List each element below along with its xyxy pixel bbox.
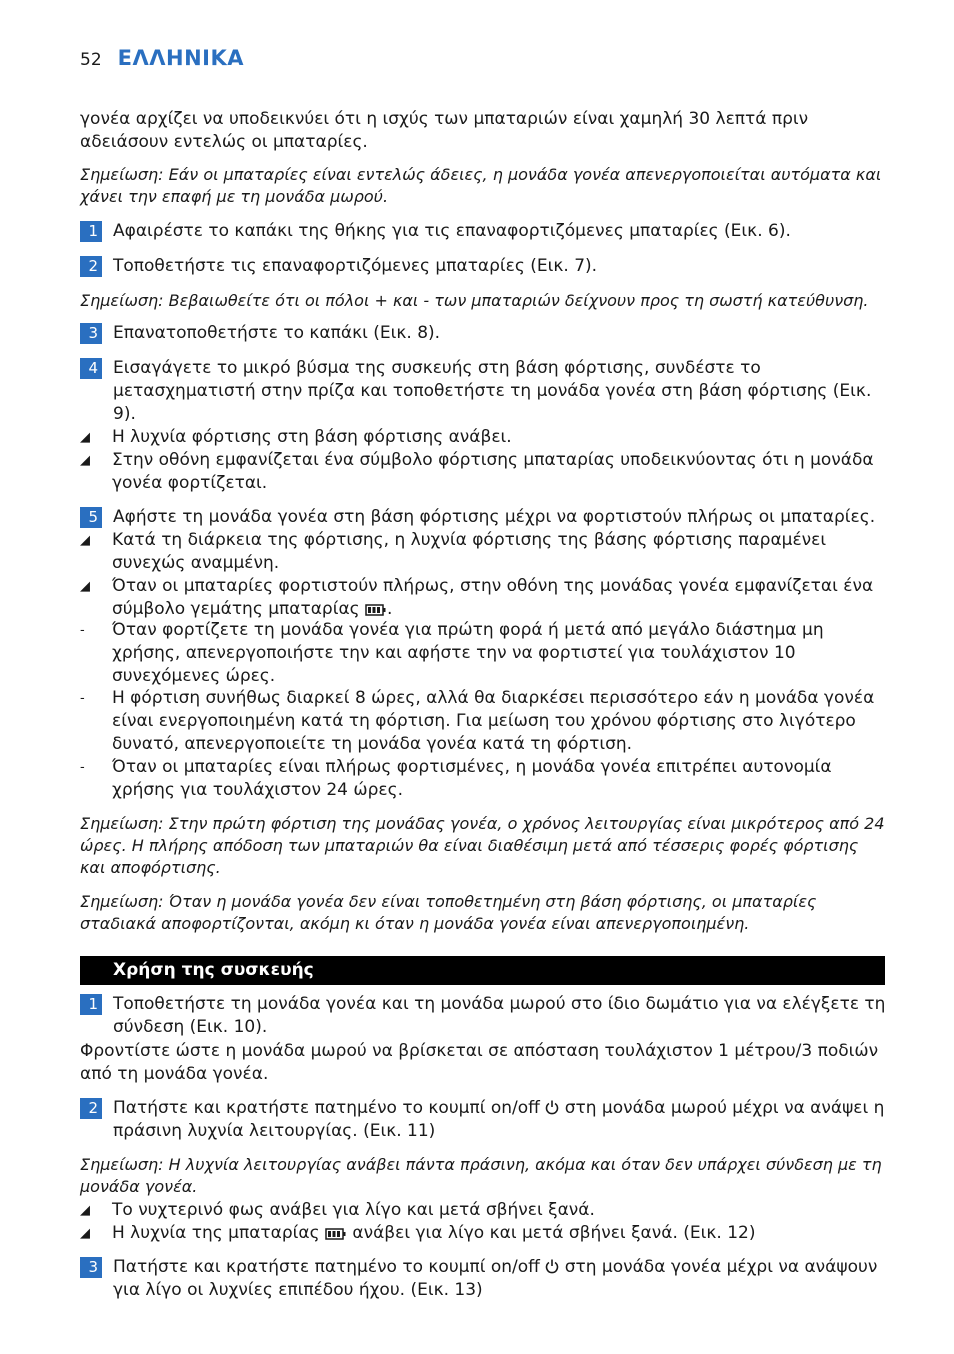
distance-paragraph: Φροντίστε ώστε η μονάδα μωρού να βρίσκεται σε απόσταση τουλάχιστον 1 μέτρου/3 ποδιών από τη μονάδα γονέα. xyxy=(80,1041,879,1084)
step-text-cont: στη μονάδα γονέα μέχρι να ανάψουν για λίγο οι λυχνίες επιπέδου ήχου. (Εικ. 13) xyxy=(113,1257,878,1300)
bullet-charge-symbol xyxy=(80,449,888,495)
battery-full-icon xyxy=(365,604,387,616)
battery-full-icon xyxy=(325,1228,347,1240)
note-empty-batteries: Σημείωση: Εάν οι μπαταρίες είναι εντελώς άδειες, η μονάδα γονέα απενεργοποιείται αυτόματα και χάνει την επαφή με τη μονάδα μωρού. xyxy=(80,165,882,206)
step-number: 4 xyxy=(80,358,102,379)
note-polarity: Σημείωση: Βεβαιωθείτε ότι οι πόλοι + και - των μπαταριών δείχνουν προς τη σωστή κατεύθυνση. xyxy=(80,291,869,310)
note-discharge: Σημείωση: Όταν η μονάδα γονέα δεν είναι τοποθετημένη στη βάση φόρτισης, οι μπαταρίες σταδιακά αποφορτίζονται, ακόμη κι όταν η μονάδα γονέα είναι απενεργοποιημένη. xyxy=(80,892,817,933)
dash-charge-duration: - Η φόρτιση συνήθως διαρκεί 8 ώρες, αλλά θα διαρκέσει περισσότερο εάν η μονάδα γονέα είναι ενεργοποιημένη κατά τη φόρτιση. Για μείωση του χρόνου φόρτισης στο λιγότερο δυνατό, απενεργοποιείτε τη μονάδα γονέα κατά τη φόρτιση. xyxy=(80,687,888,756)
bullet-text: Όταν οι μπαταρίες φορτιστούν πλήρως, στην οθόνη της μονάδας γονέα εμφανίζεται ένα σύμβολο γεμάτης μπαταρίας xyxy=(112,576,874,619)
step-3-replace-cover xyxy=(80,322,888,345)
step-text: Αφήστε τη μονάδα γονέα στη βάση φόρτισης μέχρι να φορτιστούν πλήρως οι μπαταρίες. xyxy=(113,507,876,527)
bullet-text: Κατά τη διάρκεια της φόρτισης, η λυχνία φόρτισης της βάσης φόρτισης παραμένει συνεχώς αναμμένη. xyxy=(112,530,827,573)
step-number: 2 xyxy=(80,1098,102,1119)
language-title: ΕΛΛΗΝΙΚΑ xyxy=(117,46,244,70)
bullet-marker-icon: ◢ xyxy=(80,1226,90,1241)
bullet-marker-icon: ◢ xyxy=(80,1203,90,1218)
power-icon xyxy=(545,1259,559,1274)
bullet-marker-icon: ◢ xyxy=(80,533,90,548)
dash-text: Όταν φορτίζετε τη μονάδα γονέα για πρώτη φορά ή μετά από μεγάλο διάστημα μη χρήσης, απενεργοποιήστε την και αφήστε την να φορτιστεί για τουλάχιστον 10 συνεχόμενες ώρες. xyxy=(112,620,824,686)
intro-paragraph: γονέα αρχίζει να υποδεικνύει ότι η ισχύς των μπαταριών είναι χαμηλή 30 λεπτά πριν αδειάσουν εντελώς οι μπαταρίες. xyxy=(80,109,809,152)
dash-text: Όταν οι μπαταρίες είναι πλήρως φορτισμένες, η μονάδα γονέα επιτρέπει αυτονομία χρήσης για τουλάχιστον 24 ώρες. xyxy=(112,757,832,800)
step-text: Τοποθετήστε τη μονάδα γονέα και τη μονάδα μωρού στο ίδιο δωμάτιο για να ελέγξετε τη σύνδεση (Εικ. 10). xyxy=(113,994,886,1037)
step-text: Εισαγάγετε το μικρό βύσμα της συσκευής στη βάση φόρτισης, συνδέστε το μετασχηματιστή στην πρίζα και τοποθετήστε τη μονάδα γονέα στη βάση φόρτισης (Εικ. 9). xyxy=(113,358,872,424)
step-number: 1 xyxy=(80,994,102,1015)
step-number: 5 xyxy=(80,507,102,528)
bullet-text: Το νυχτερινό φως ανάβει για λίγο και μετά σβήνει ξανά. xyxy=(112,1200,595,1220)
dash-text: Η φόρτιση συνήθως διαρκεί 8 ώρες, αλλά θα διαρκέσει περισσότερο εάν η μονάδα γονέα είναι ενεργοποιημένη κατά τη φόρτιση. Για μείωση του χρόνου φόρτισης στο λιγότερο δυνατό, απενεργοποιείτε τη μονάδα γονέα κατά τη φόρτιση. xyxy=(112,688,875,754)
bullet-text-cont: ανάβει για λίγο και μετά σβήνει ξανά. (Εικ. 12) xyxy=(352,1223,756,1243)
note-power-light: Σημείωση: Η λυχνία λειτουργίας ανάβει πάντα πράσινη, ακόμα και όταν δεν υπάρχει σύνδεση με τη μονάδα γονέα. xyxy=(80,1155,882,1196)
bullet-text: Στην οθόνη εμφανίζεται ένα σύμβολο φόρτισης μπαταρίας υποδεικνύοντας ότι η μονάδα γονέα φορτίζεται. xyxy=(112,450,874,493)
step-5-leave-to-charge xyxy=(80,506,888,529)
dash-first-charge: - Όταν φορτίζετε τη μονάδα γονέα για πρώτη φορά ή μετά από μεγάλο διάστημα μη χρήσης, απενεργοποιήστε την και αφήστε την να φορτιστεί για τουλάχιστον 10 συνεχόμενες ώρες. xyxy=(80,619,888,688)
bullet-marker-icon: ◢ xyxy=(80,453,90,468)
use-step-3 xyxy=(80,1256,888,1302)
bullet-marker-icon: ◢ xyxy=(80,430,90,445)
bullet-charge-light xyxy=(80,426,888,449)
step-text: Επανατοποθετήστε το καπάκι (Εικ. 8). xyxy=(113,323,441,343)
step-text: Πατήστε και κρατήστε πατημένο το κουμπί on/off xyxy=(113,1257,540,1277)
use-step-1 xyxy=(80,993,888,1039)
bullet-battery-light xyxy=(80,1222,888,1245)
bullet-full-battery: ◢ Όταν οι μπαταρίες φορτιστούν πλήρως, στην οθόνη της μονάδας γονέα εμφανίζεται ένα σύμβολο γεμάτης μπαταρίας . xyxy=(80,576,874,619)
step-number: 2 xyxy=(80,256,102,277)
step-text: Πατήστε και κρατήστε πατημένο το κουμπί on/off xyxy=(113,1098,540,1118)
note-first-charge: Σημείωση: Στην πρώτη φόρτιση της μονάδας γονέα, ο χρόνος λειτουργίας είναι μικρότερος από 24 ώρες. Η πλήρης απόδοση των μπαταριών θα είναι διαθέσιμη μετά από τέσσερις φορές φόρτισης και αποφόρτισης. xyxy=(80,814,885,877)
step-text: Αφαιρέστε το καπάκι της θήκης για τις επαναφορτιζόμενες μπαταρίες (Εικ. 6). xyxy=(113,221,791,241)
step-number: 1 xyxy=(80,221,102,242)
page-number: 52 xyxy=(80,50,102,70)
bullet-night-light xyxy=(80,1199,888,1222)
step-text-cont: στη μονάδα μωρού μέχρι να ανάψει η πράσινη λυχνία λειτουργίας. (Εικ. 11) xyxy=(113,1098,885,1141)
power-icon xyxy=(545,1100,559,1115)
dash-autonomy: - Όταν οι μπαταρίες είναι πλήρως φορτισμένες, η μονάδα γονέα επιτρέπει αυτονομία χρήσης για τουλάχιστον 24 ώρες. xyxy=(80,756,888,802)
step-1-remove-cover xyxy=(80,220,888,243)
step-number: 3 xyxy=(80,1257,102,1278)
section-header-using-appliance: Χρήση της συσκευής xyxy=(80,956,885,985)
bullet-light-on xyxy=(80,529,888,575)
step-2-insert-batteries xyxy=(80,255,888,278)
step-number: 3 xyxy=(80,323,102,344)
step-text: Τοποθετήστε τις επαναφορτιζόμενες μπαταρίες (Εικ. 7). xyxy=(113,256,598,276)
bullet-text: Η λυχνία της μπαταρίας xyxy=(112,1223,320,1243)
step-4-charging-base xyxy=(80,357,888,426)
page-header xyxy=(80,46,244,70)
use-step-2 xyxy=(80,1097,888,1143)
bullet-marker-icon: ◢ xyxy=(80,579,90,594)
bullet-text: Η λυχνία φόρτισης στη βάση φόρτισης ανάβει. xyxy=(112,427,512,447)
